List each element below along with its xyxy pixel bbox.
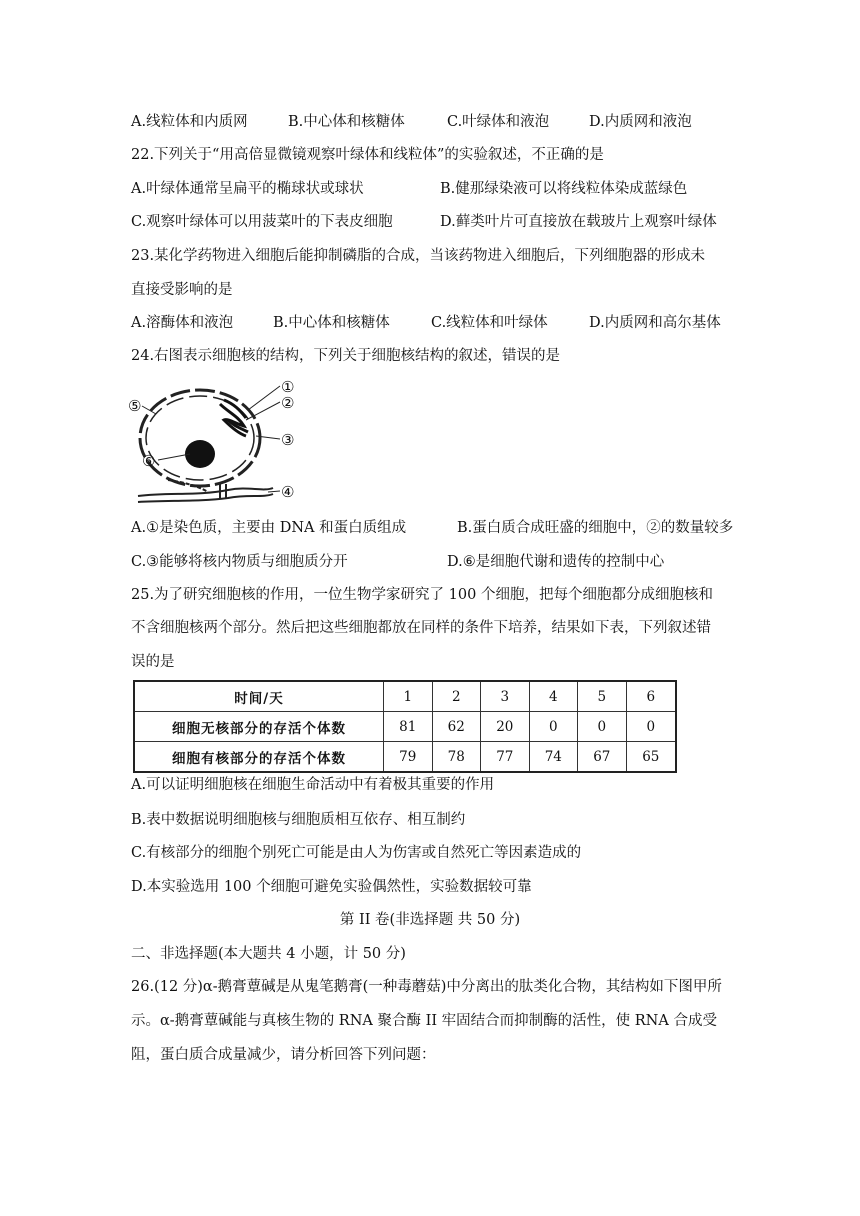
q26-line2: 示。α-鹅膏蕈碱能与真核生物的 RNA 聚合酶 II 牢固结合而抑制酶的活性，使 RNA 合成受 bbox=[131, 1013, 717, 1029]
table-day: 2 bbox=[432, 681, 481, 712]
table-row bbox=[134, 712, 676, 742]
table-day: 6 bbox=[626, 681, 676, 712]
table-day: 1 bbox=[384, 681, 433, 712]
table-row-label: 细胞无核部分的存活个体数 bbox=[134, 712, 384, 742]
table-cell: 62 bbox=[432, 712, 481, 742]
q23-stem-line1: 23.某化学药物进入细胞后能抑制磷脂的合成，当该药物进入细胞后，下列细胞器的形成未 bbox=[131, 248, 706, 264]
label-4: ④ bbox=[281, 483, 295, 501]
q26-line3: 阻，蛋白质合成量减少，请分析回答下列问题： bbox=[131, 1047, 436, 1063]
q25-option-c: C.有核部分的细胞个别死亡可能是由人为伤害或自然死亡等因素造成的 bbox=[131, 845, 582, 861]
q24-option-c: C.③能够将核内物质与细胞质分开 bbox=[131, 554, 348, 570]
table-header-time: 时间/天 bbox=[134, 681, 384, 712]
q25-option-a: A.可以证明细胞核在细胞生命活动中有着极其重要的作用 bbox=[131, 777, 495, 793]
q24-option-d: D.⑥是细胞代谢和遗传的控制中心 bbox=[447, 554, 665, 570]
nucleus-diagram bbox=[128, 374, 308, 506]
table-cell: 77 bbox=[481, 742, 530, 773]
label-5: ⑤ bbox=[128, 397, 142, 415]
q23-option-a: A.溶酶体和液泡 bbox=[131, 315, 234, 331]
label-2: ② bbox=[281, 394, 295, 412]
q22-stem: 22.下列关于“用高倍显微镜观察叶绿体和线粒体”的实验叙述，不正确的是 bbox=[131, 147, 604, 163]
table-cell: 79 bbox=[384, 742, 433, 773]
q25-stem-line2: 不含细胞核两个部分。然后把这些细胞都放在同样的条件下培养，结果如下表，下列叙述错 bbox=[131, 620, 711, 636]
table-cell: 65 bbox=[626, 742, 676, 773]
q22-option-d: D.藓类叶片可直接放在载玻片上观察叶绿体 bbox=[440, 214, 717, 230]
part2-title: 第 II 卷(非选择题 共 50 分) bbox=[339, 912, 521, 928]
label-3: ③ bbox=[281, 431, 295, 449]
q23-option-b: B.中心体和核糖体 bbox=[273, 315, 390, 331]
table-cell: 74 bbox=[529, 742, 578, 773]
q21-option-a: A.线粒体和内质网 bbox=[131, 114, 248, 130]
table-day: 3 bbox=[481, 681, 530, 712]
q23-stem-line2: 直接受影响的是 bbox=[131, 282, 233, 298]
table-cell: 0 bbox=[626, 712, 676, 742]
q23-option-c: C.线粒体和叶绿体 bbox=[431, 315, 548, 331]
q23-option-d: D.内质网和高尔基体 bbox=[589, 315, 721, 331]
part2-section-heading: 二、非选择题(本大题共 4 小题，计 50 分) bbox=[131, 946, 406, 962]
q22-option-b: B.健那绿染液可以将线粒体染成蓝绿色 bbox=[440, 181, 688, 197]
q25-stem-line3: 误的是 bbox=[131, 654, 175, 670]
q24-option-a: A.①是染色质，主要由 DNA 和蛋白质组成 bbox=[131, 520, 407, 536]
endoplasmic-reticulum-shape bbox=[138, 480, 273, 502]
q26-line1: 26.(12 分)α-鹅膏蕈碱是从鬼笔鹅膏(一种毒蘑菇)中分离出的肽类化合物，其结构如下图甲所 bbox=[131, 979, 722, 995]
q21-option-d: D.内质网和液泡 bbox=[589, 114, 692, 130]
q22-option-c: C.观察叶绿体可以用菠菜叶的下表皮细胞 bbox=[131, 214, 393, 230]
q25-option-b: B.表中数据说明细胞核与细胞质相互依存、相互制约 bbox=[131, 812, 466, 828]
table-row-label: 细胞有核部分的存活个体数 bbox=[134, 742, 384, 773]
nuclear-envelope bbox=[140, 390, 260, 486]
q24-option-b: B.蛋白质合成旺盛的细胞中，②的数量较多 bbox=[457, 520, 734, 536]
table-day: 4 bbox=[529, 681, 578, 712]
q21-option-c: C.叶绿体和液泡 bbox=[447, 114, 550, 130]
table-row bbox=[134, 681, 676, 712]
table-cell: 20 bbox=[481, 712, 530, 742]
table-cell: 67 bbox=[578, 742, 627, 773]
table-cell: 0 bbox=[529, 712, 578, 742]
label-6: ⑥ bbox=[142, 452, 156, 470]
table-row bbox=[134, 742, 676, 773]
q22-option-a: A.叶绿体通常呈扁平的椭球状或球状 bbox=[131, 181, 364, 197]
label-1: ① bbox=[281, 378, 295, 396]
q25-stem-line1: 25.为了研究细胞核的作用，一位生物学家研究了 100 个细胞，把每个细胞都分成细胞核和 bbox=[131, 587, 713, 603]
q25-option-d: D.本实验选用 100 个细胞可避免实验偶然性，实验数据较可靠 bbox=[131, 879, 532, 895]
table-day: 5 bbox=[578, 681, 627, 712]
table-cell: 0 bbox=[578, 712, 627, 742]
q25-data-table bbox=[133, 680, 677, 773]
q24-stem: 24.右图表示细胞核的结构，下列关于细胞核结构的叙述，错误的是 bbox=[131, 348, 561, 364]
table-cell: 78 bbox=[432, 742, 481, 773]
table-cell: 81 bbox=[384, 712, 433, 742]
q21-option-b: B.中心体和核糖体 bbox=[288, 114, 405, 130]
